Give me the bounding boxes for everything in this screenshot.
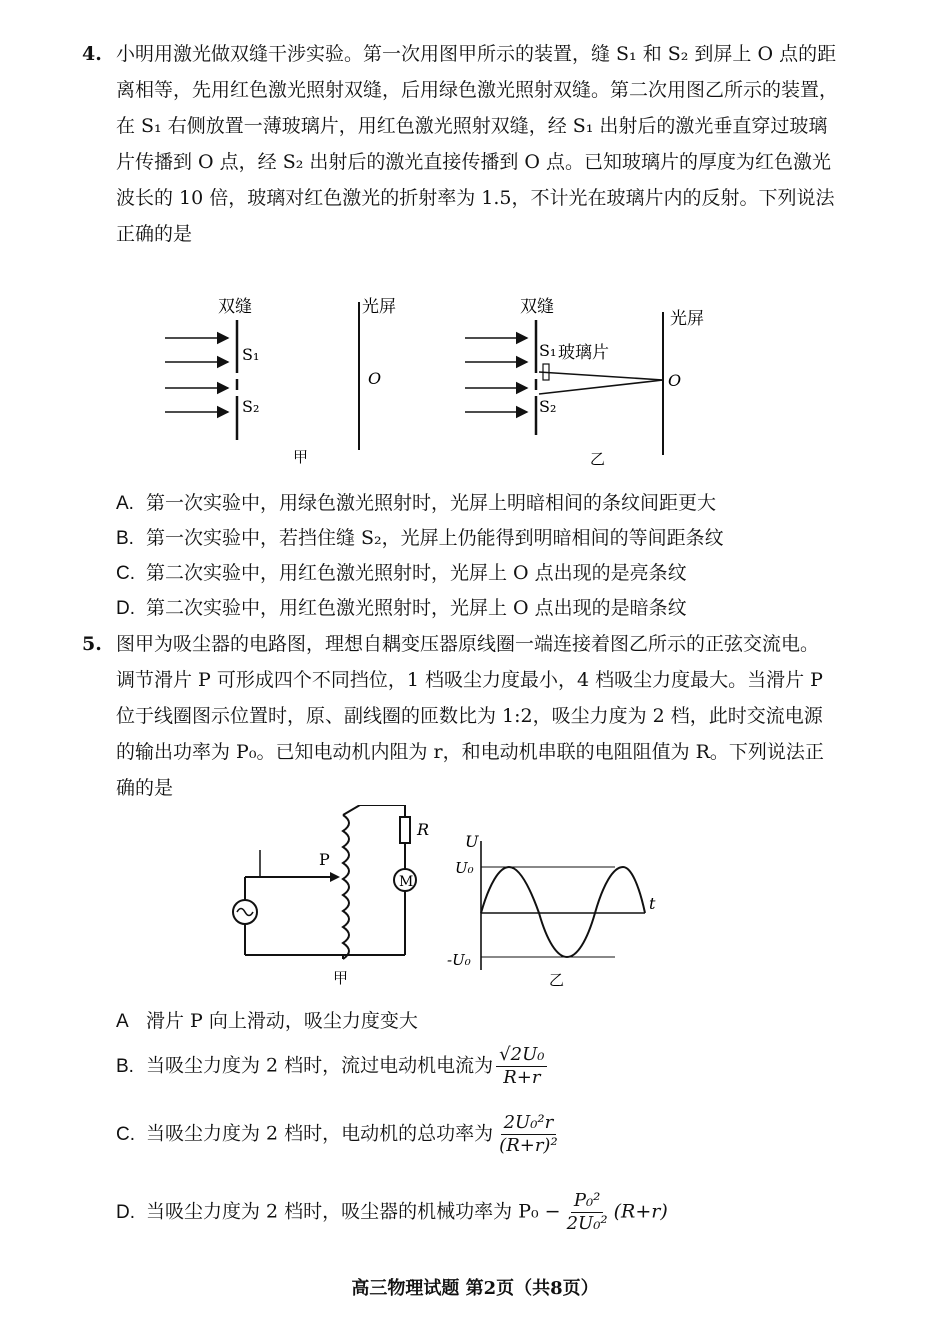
glass-label: 玻璃片 bbox=[558, 343, 609, 363]
stem-line: 片传播到 O 点，经 S₂ 出射后的激光直接传播到 O 点。已知玻璃片的厚度为红色激光 bbox=[116, 151, 832, 173]
s1-label: S₁ bbox=[242, 345, 260, 364]
screen-label: 光屏 bbox=[362, 297, 396, 317]
figure-circuit bbox=[233, 805, 416, 959]
stem-line: 调节滑片 P 可形成四个不同挡位，1 档吸尘力度最小，4 档吸尘力度最大。当滑片 P bbox=[116, 669, 823, 691]
option-label: B. bbox=[116, 1055, 134, 1077]
fraction-numerator: 2U₀²r bbox=[501, 1112, 557, 1135]
question-4 bbox=[82, 36, 882, 252]
neg-u0-label: -U₀ bbox=[447, 951, 471, 969]
resistor-r bbox=[400, 817, 410, 843]
t-axis-label: t bbox=[649, 894, 656, 913]
autotransformer-coil bbox=[343, 815, 349, 959]
fraction bbox=[496, 1112, 561, 1157]
option-d[interactable] bbox=[116, 1190, 668, 1235]
option-text: 当吸尘力度为 2 档时，吸尘器的机械功率为 P₀ − bbox=[146, 1200, 561, 1223]
fraction-denominator: 2U₀² bbox=[566, 1213, 608, 1234]
figure-caption: 甲 bbox=[333, 969, 349, 987]
stem-line: 的输出功率为 P₀。已知电动机内阻为 r，和电动机串联的电阻阻值为 R。下列说法正 bbox=[116, 741, 824, 763]
fraction-denominator: (R+r)² bbox=[499, 1135, 558, 1156]
option-label: A. bbox=[116, 493, 134, 514]
fraction-denominator: R+r bbox=[503, 1067, 541, 1088]
stem-line: 位于线圈图示位置时，原、副线圈的匝数比为 1:2，吸尘力度为 2 档，此时交流电源 bbox=[116, 705, 823, 727]
option-d[interactable] bbox=[116, 593, 687, 620]
option-label: A bbox=[116, 1011, 129, 1032]
option-tail: (R+r) bbox=[613, 1200, 668, 1223]
figure-sine-graph bbox=[481, 841, 645, 970]
u0-label: U₀ bbox=[455, 859, 474, 877]
option-text: 第一次实验中，若挡住缝 S₂，光屏上仍能得到明暗相间的等间距条纹 bbox=[146, 527, 724, 549]
vacuum-circuit-figure bbox=[225, 805, 675, 995]
s1-label: S₁ bbox=[539, 341, 557, 360]
question-5 bbox=[82, 626, 882, 806]
page-footer: 高三物理试题 第2页（共8页） bbox=[351, 1278, 599, 1299]
stem-line: 离相等，先用红色激光照射双缝，后用绿色激光照射双缝。第二次用图乙所示的装置， bbox=[116, 79, 839, 101]
option-text: 第二次实验中，用红色激光照射时，光屏上 O 点出现的是暗条纹 bbox=[146, 597, 687, 619]
question-stem bbox=[116, 626, 882, 806]
stem-line: 小明用激光做双缝干涉实验。第一次用图甲所示的装置，缝 S₁ 和 S₂ 到屏上 O 点的距 bbox=[116, 43, 837, 65]
double-slit-figure bbox=[150, 290, 730, 470]
motor-label: M bbox=[399, 874, 414, 890]
fraction-numerator: P₀² bbox=[571, 1190, 604, 1213]
point-o-label: O bbox=[368, 369, 382, 388]
option-text: 滑片 P 向上滑动，吸尘力度变大 bbox=[146, 1010, 418, 1032]
option-label: D. bbox=[116, 598, 135, 619]
option-a[interactable] bbox=[116, 488, 716, 515]
option-b[interactable] bbox=[116, 523, 724, 550]
stem-line: 波长的 10 倍，玻璃对红色激光的折射率为 1.5，不计光在玻璃片内的反射。下列说法 bbox=[116, 187, 835, 209]
option-label: D. bbox=[116, 1201, 135, 1223]
s2-label: S₂ bbox=[242, 397, 260, 416]
figure-caption: 乙 bbox=[549, 971, 565, 989]
u-axis-label: U bbox=[465, 832, 479, 851]
s2-label: S₂ bbox=[539, 397, 557, 416]
resistor-label: R bbox=[417, 820, 430, 839]
fraction bbox=[496, 1044, 547, 1089]
option-label: B. bbox=[116, 528, 134, 549]
question-stem bbox=[116, 36, 882, 252]
option-c[interactable] bbox=[116, 558, 687, 585]
figure-jia bbox=[165, 297, 396, 466]
slit-label: 双缝 bbox=[520, 297, 554, 317]
option-text: 第二次实验中，用红色激光照射时，光屏上 O 点出现的是亮条纹 bbox=[146, 562, 687, 584]
option-text: 当吸尘力度为 2 档时，电动机的总功率为 bbox=[146, 1122, 494, 1145]
fraction bbox=[564, 1190, 611, 1235]
stem-line: 正确的是 bbox=[116, 223, 193, 245]
figure-caption: 乙 bbox=[590, 450, 606, 468]
stem-line: 图甲为吸尘器的电路图，理想自耦变压器原线圈一端连接着图乙所示的正弦交流电。 bbox=[116, 633, 820, 655]
question-number: 5. bbox=[82, 633, 102, 655]
point-o-label: O bbox=[668, 371, 682, 390]
option-label: C. bbox=[116, 1123, 135, 1145]
option-c[interactable] bbox=[116, 1112, 564, 1157]
option-b[interactable] bbox=[116, 1044, 550, 1089]
option-a[interactable] bbox=[116, 1006, 418, 1033]
option-text: 第一次实验中，用绿色激光照射时，光屏上明暗相间的条纹间距更大 bbox=[146, 492, 717, 514]
figure-caption: 甲 bbox=[293, 448, 309, 466]
option-label: C. bbox=[116, 563, 135, 584]
screen-label: 光屏 bbox=[670, 309, 704, 329]
option-text: 当吸尘力度为 2 档时，流过电动机电流为 bbox=[146, 1054, 494, 1077]
stem-line: 确的是 bbox=[116, 777, 174, 799]
fraction-numerator: √2U₀ bbox=[496, 1044, 547, 1067]
question-number: 4. bbox=[82, 43, 102, 65]
slider-p-label: P bbox=[319, 850, 330, 869]
figure-yi bbox=[465, 297, 704, 468]
slit-label: 双缝 bbox=[218, 297, 252, 317]
sine-curve bbox=[481, 867, 645, 957]
stem-line: 在 S₁ 右侧放置一薄玻璃片，用红色激光照射双缝，经 S₁ 出射后的激光垂直穿过玻璃 bbox=[116, 115, 828, 137]
